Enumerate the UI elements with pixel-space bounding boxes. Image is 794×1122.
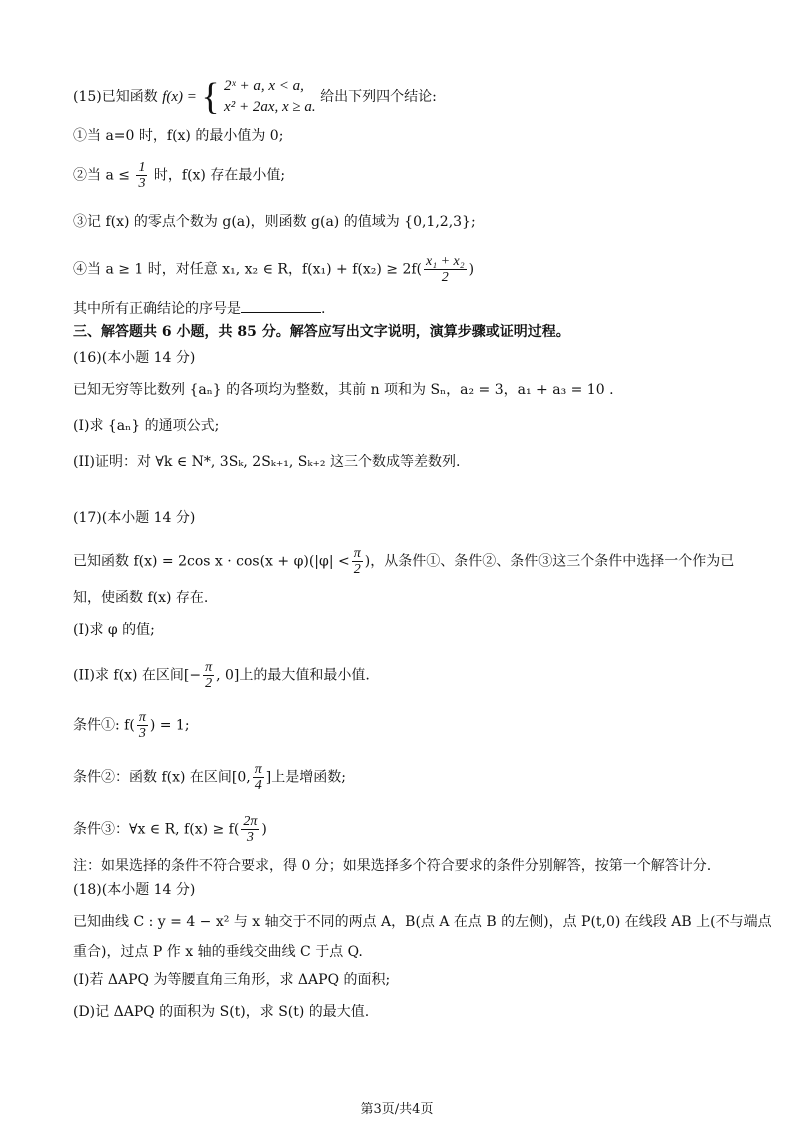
q17-stem-fraction — [352, 546, 363, 577]
q18-part-2: (D)记 ΔAPQ 的面积为 S(t)，求 S(t) 的最大值. — [73, 1004, 370, 1020]
q17-stem — [73, 546, 734, 577]
q17-c3-pre: 条件③：∀x ∈ R, f(x) ≥ f( — [73, 821, 240, 838]
q15-s2-post: 时，f(x) 存在最小值; — [153, 167, 286, 184]
q17-c2-post: ]上是增函数; — [265, 769, 346, 786]
answer-blank[interactable] — [241, 298, 321, 313]
fraction-denominator: 2 — [205, 676, 213, 691]
q15-ask-text: 其中所有正确结论的序号是 — [73, 301, 241, 317]
fraction-numerator: π — [205, 660, 213, 675]
q17-c3-fraction — [241, 814, 259, 845]
q15-s4-pre: ④当 a ≥ 1 时，对任意 x₁, x₂ ∈ R，f(x₁) + f(x₂) ≥ 2f( — [73, 261, 422, 278]
q17-p2-pre: (II)求 f(x) 在区间[− — [73, 667, 202, 684]
q18-part-1: (I)若 ΔAPQ 为等腰直角三角形，求 ΔAPQ 的面积; — [73, 972, 391, 988]
q17-stem-pre: 已知函数 f(x) = 2cos x · cos(x + φ)(|φ| < — [73, 553, 350, 570]
q17-c1-post: ) = 1; — [149, 717, 190, 734]
section-3-heading: 三、解答题共 6 小题，共 85 分。解答应写出文字说明，演算步骤或证明过程。 — [73, 324, 570, 340]
q15-statement-2 — [73, 160, 285, 191]
q17-c2-fraction — [253, 762, 264, 793]
q17-note: 注：如果选择的条件不符合要求，得 0 分；如果选择多个符合要求的条件分别解答，按第一个解答计分. — [73, 858, 712, 874]
q17-stem-post: )，从条件①、条件②、条件③这三个条件中选择一个作为已 — [364, 553, 735, 570]
q15-cases — [224, 76, 316, 118]
q15-case2: x² + 2ax, x ≥ a. — [224, 99, 316, 115]
q15-tail: 给出下列四个结论: — [320, 89, 437, 105]
fraction-denominator: 4 — [254, 778, 262, 793]
q17-part-2 — [73, 660, 370, 691]
q18-stem-2: 重合)，过点 P 作 x 轴的垂线交曲线 C 于点 Q. — [73, 944, 363, 960]
q17-c1-pre: 条件①: f( — [73, 717, 135, 734]
q17-stem-2: 知，使函数 f(x) 存在. — [73, 590, 209, 606]
q17-condition-3 — [73, 814, 267, 845]
fraction-denominator: 3 — [138, 726, 146, 741]
fraction-denominator: 3 — [138, 176, 146, 191]
q15-case1: 2ˣ + a, x < a, — [224, 78, 304, 94]
q15-s2-fraction — [136, 160, 147, 191]
fraction-numerator: 2π — [243, 814, 258, 829]
fraction-denominator: 2 — [441, 270, 449, 285]
fraction-numerator: x₁ + x₂ — [426, 254, 465, 269]
q16-stem: 已知无穷等比数列 {aₙ} 的各项均为整数，其前 n 项和为 Sₙ，a₂ = 3，a₁ + a₃ = 10 . — [73, 382, 614, 398]
q15-intro: (15)已知函数 — [73, 89, 158, 105]
q17-c2-pre: 条件②：函数 f(x) 在区间[0, — [73, 769, 251, 786]
fraction-denominator: 2 — [353, 562, 361, 577]
q18-heading: (18)(本小题 14 分) — [73, 882, 196, 898]
q15-statement-4 — [73, 254, 474, 285]
q15-s4-fraction — [424, 254, 467, 285]
q17-p2-post: , 0]上的最大值和最小值. — [216, 667, 370, 684]
q15-statement-3: ③记 f(x) 的零点个数为 g(a)，则函数 g(a) 的值域为 {0,1,2,3}; — [73, 214, 476, 230]
fraction-denominator: 3 — [246, 830, 254, 845]
left-brace-icon: { — [201, 76, 220, 118]
q17-c1-fraction — [137, 710, 148, 741]
q17-condition-1 — [73, 710, 190, 741]
fraction-numerator: π — [254, 762, 262, 777]
q16-part-1: (I)求 {aₙ} 的通项公式; — [73, 418, 220, 434]
q16-part-2: (II)证明：对 ∀k ∈ N*, 3Sₖ, 2Sₖ₊₁, Sₖ₊₂ 这三个数成等差数列. — [73, 454, 461, 470]
q17-c3-post: ) — [261, 821, 267, 838]
q15-ask — [73, 298, 325, 319]
q15-s2-pre: ②当 a ≤ — [73, 167, 130, 184]
q15-stem — [73, 76, 437, 118]
q15-func: f(x) = — [162, 89, 197, 105]
fraction-numerator: π — [353, 546, 361, 561]
q15-s4-post: ) — [468, 261, 475, 278]
q17-condition-2 — [73, 762, 346, 793]
fraction-numerator: 1 — [138, 160, 146, 175]
q15-statement-1: ①当 a=0 时，f(x) 的最小值为 0; — [73, 128, 284, 144]
fraction-numerator: π — [138, 710, 146, 725]
q18-stem-1: 已知曲线 C : y = 4 − x² 与 x 轴交于不同的两点 A，B(点 A 在点 B 的左侧)，点 P(t,0) 在线段 AB 上(不与端点 — [73, 914, 772, 930]
q17-part-1: (I)求 φ 的值; — [73, 622, 155, 638]
q16-heading: (16)(本小题 14 分) — [73, 350, 196, 366]
q17-p2-fraction — [203, 660, 214, 691]
q17-heading: (17)(本小题 14 分) — [73, 510, 196, 526]
page-footer: 第3页/共4页 — [360, 1102, 434, 1117]
q15-ask-end: . — [321, 301, 326, 317]
